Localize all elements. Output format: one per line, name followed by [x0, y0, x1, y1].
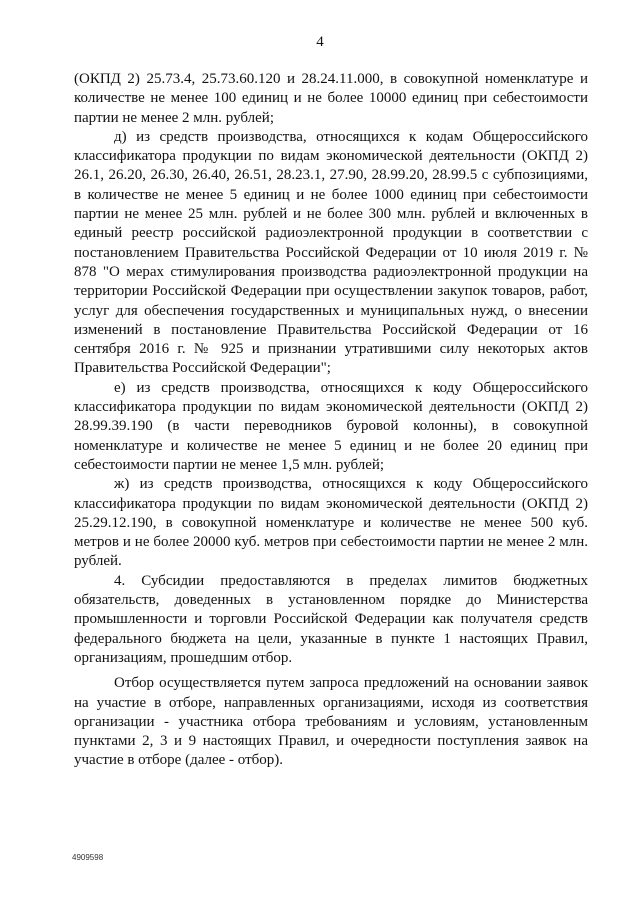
- paragraph-item-d: д) из средств производства, относящихся к кодам Общероссийского классификатора продукции по видам экономической деятельности (ОКПД 2) 26.1, 26.20, 26.30, 26.40, 26.51, 28.23.1, 27.90, 28.99.20, 28.99.5 с субпозициями, в количестве не менее 5 единиц и не более 1000 единиц при себестоимости партии не менее 25 млн. рублей и не более 300 млн. рублей и включенных в единый реестр российской радиоэлектронной продукции в соответствии с постановлением Правительства Российской Федерации от 10 июля 2019 г. № 878 "О мерах стимулирования производства радиоэлектронной продукции на территории Российской Федерации при осуществлении закупок товаров, работ, услуг для обеспечения государственных и муниципальных нужд, о внесении изменений в постановление Правительства Российской Федерации от 16 сентября 2016 г. № 925 и признании утратившими силу некоторых актов Правительства Российской Федерации";: [74, 128, 588, 377]
- paragraph-section-4: 4. Субсидии предоставляются в пределах лимитов бюджетных обязательств, доведенных в установленном порядке до Министерства промышленности и торговли Российской Федерации как получателя средств федерального бюджета на цели, указанные в пункте 1 настоящих Правил, организациям, прошедшим отбор.: [74, 572, 588, 666]
- paragraph-item-zh: ж) из средств производства, относящихся к коду Общероссийского классификатора продукции по видам экономической деятельности (ОКПД 2) 25.29.12.190, в совокупной номенклатуре и количестве не менее 500 куб. метров и не более 20000 куб. метров при себестоимости партии не менее 2 млн. рублей.: [74, 476, 588, 570]
- paragraph-selection-procedure: Отбор осуществляется путем запроса предложений на основании заявок на участие в отборе, направленных организациями, исходя из соответствия организации - участника отбора требованиям и условиям, установленным пунктами 2, 3 и 9 настоящих Правил, и очередности поступления заявок на участие в отборе (далее - отбор).: [74, 675, 588, 769]
- paragraph-okpd-continuation: (ОКПД 2) 25.73.4, 25.73.60.120 и 28.24.11.000, в совокупной номенклатуре и количестве не менее 100 единиц и не более 10000 единиц при себестоимости партии не менее 2 млн. рублей;: [74, 71, 588, 126]
- document-code: 4909598: [72, 853, 104, 862]
- document-body: [74, 70, 588, 771]
- paragraph-item-e: е) из средств производства, относящихся к коду Общероссийского классификатора продукции по видам экономической деятельности (ОКПД 2) 28.99.39.190 (в части переводников буровой колонны), в совокупной номенклатуре и количестве не менее 5 единиц и не более 20 единиц при себестоимости партии не менее 1,5 млн. рублей;: [74, 379, 588, 473]
- page-number: 4: [316, 34, 324, 50]
